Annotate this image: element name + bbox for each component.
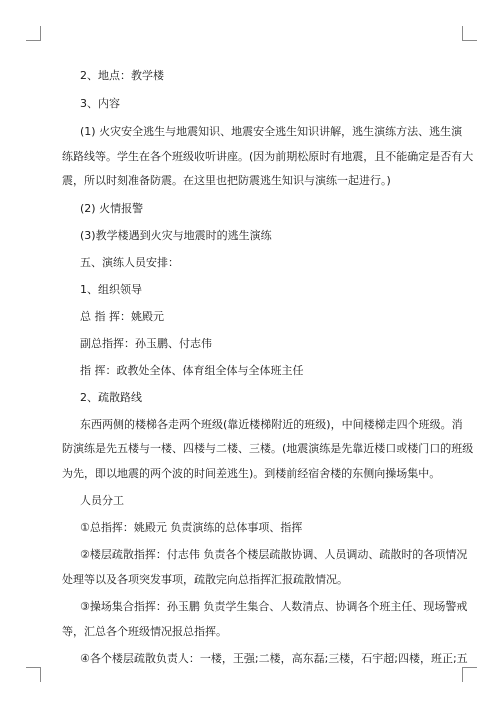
crop-mark-top-right — [462, 26, 477, 41]
paragraph-item-1-cont: 练路线等。学生在各个班级收听讲座。(因为前期松原时有地震，且不能确定是否有大 — [62, 150, 474, 163]
text-directors: 指 挥：政教处全体、体育组全体与全体班主任 — [80, 364, 304, 377]
paragraph-route-cont: 为先，即以地震的两个波的时间差逃生)。到楼前经宿舍楼的东侧向操场集中。 — [62, 467, 441, 480]
crop-mark-bottom-left — [26, 667, 41, 682]
heading-content: 3、内容 — [80, 97, 120, 110]
list-item-fire-alarm: (2) 火情报警 — [80, 202, 144, 215]
paragraph-item-1: (1) 火灾安全逃生与地震知识、地震安全逃生知识讲解，逃生演练方法、逃生演 — [80, 125, 463, 138]
section-heading-staff: 五、演练人员安排： — [80, 256, 179, 269]
duty-item-2: ②楼层疏散指挥：付志伟 负责各个楼层疏散协调、人员调动、疏散时的各项情况 — [80, 548, 468, 561]
duty-item-3-cont: 等，汇总各个班级情况报总指挥。 — [62, 625, 227, 638]
heading-evacuation-route: 2、疏散路线 — [80, 391, 142, 404]
heading-division: 人员分工 — [80, 494, 124, 507]
duty-item-4: ④各个楼层疏散负责人：一楼，王强;二楼，高东磊;三楼，石宇超;四楼，班正;五 — [80, 652, 468, 665]
paragraph-item-1-cont: 震，所以时刻准备防震。在这里也把防震逃生知识与演练一起进行。) — [62, 174, 391, 187]
text-commander: 总 指 挥：姚殿元 — [80, 310, 164, 323]
duty-item-3: ③操场集合指挥：孙玉鹏 负责学生集合、人数清点、协调各个班主任、现场警戒 — [80, 600, 468, 613]
heading-leadership: 1、组织领导 — [80, 283, 142, 296]
text-deputy-commander: 副总指挥：孙玉鹏、付志伟 — [80, 337, 212, 350]
paragraph-route: 东西两侧的楼梯各走两个班级(靠近楼梯附近的班级)，中间楼梯走四个班级。消 — [80, 418, 463, 431]
paragraph-route-cont: 防演练是先五楼与一楼、四楼与二楼、三楼。(地震演练是先靠近楼口或楼门口的班级 — [62, 442, 474, 455]
duty-item-1: ①总指挥：姚殿元 负责演练的总体事项、指挥 — [80, 521, 303, 534]
list-item-drill: (3)教学楼遇到火灾与地震时的逃生演练 — [80, 229, 272, 242]
crop-mark-top-left — [26, 26, 41, 41]
text-location: 2、地点：教学楼 — [80, 69, 164, 82]
duty-item-2-cont: 处理等以及各项突发事项，疏散完向总指挥汇报疏散情况。 — [62, 573, 348, 586]
crop-mark-bottom-right — [462, 667, 477, 682]
